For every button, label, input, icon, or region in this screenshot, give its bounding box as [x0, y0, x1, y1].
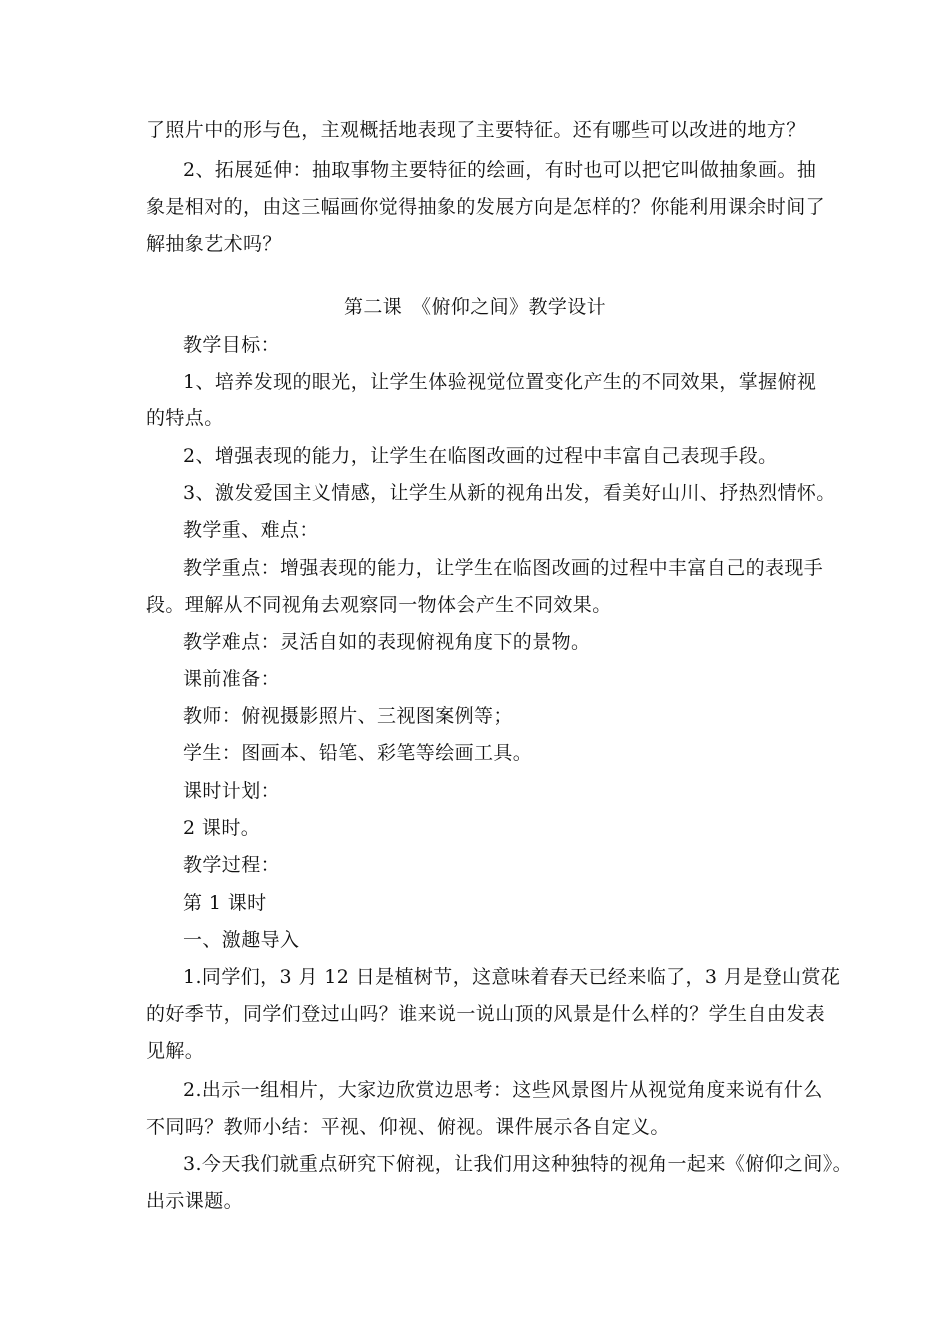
paragraph-line: 1.同学们，3 月 12 日是植树节，这意味着春天已经来临了，3 月是登山赏花: [183, 966, 841, 988]
paragraph-line: 不同吗？教师小结：平视、仰视、俯视。课件展示各自定义。: [146, 1116, 670, 1138]
paragraph-line: 1、培养发现的眼光，让学生体验视觉位置变化产生的不同效果，掌握俯视: [183, 371, 817, 393]
paragraph-line: 教师：俯视摄影照片、三视图案例等；: [183, 705, 513, 727]
paragraph-line: 象是相对的，由这三幅画你觉得抽象的发展方向是怎样的？你能利用课余时间了: [146, 196, 826, 218]
paragraph-line: 了照片中的形与色，主观概括地表现了主要特征。还有哪些可以改进的地方？: [146, 119, 806, 141]
paragraph-line: 教学难点：灵活自如的表现俯视角度下的景物。: [183, 631, 591, 653]
section-heading: 教学重、难点：: [183, 519, 319, 541]
paragraph-line: 3.今天我们就重点研究下俯视，让我们用这种独特的视角一起来《俯仰之间》。: [183, 1153, 853, 1175]
paragraph-line: 学生：图画本、铅笔、彩笔等绘画工具。: [183, 742, 533, 764]
paragraph-line: 见解。: [146, 1040, 205, 1062]
paragraph-line: 的好季节，同学们登过山吗？谁来说一说山顶的风景是什么样的？学生自由发表: [146, 1003, 826, 1025]
paragraph-line: 出示课题。: [146, 1190, 244, 1212]
paragraph-line: 2、拓展延伸：抽取事物主要特征的绘画，有时也可以把它叫做抽象画。抽: [183, 159, 817, 181]
paragraph-line: 解抽象艺术吗？: [146, 233, 282, 255]
section-heading: 课前准备：: [183, 668, 281, 690]
section-title: 第二课 《俯仰之间》教学设计: [343, 296, 607, 318]
paragraph-line: 的特点。: [146, 407, 224, 429]
paragraph-line: 2 课时。: [183, 817, 261, 839]
paragraph-line: 3、激发爱国主义情感，让学生从新的视角出发，看美好山川、抒热烈情怀。: [183, 482, 836, 504]
section-heading: 课时计划：: [183, 780, 281, 802]
paragraph-line: 段。理解从不同视角去观察同一物体会产生不同效果。: [146, 594, 612, 616]
paragraph-line: 第 1 课时: [183, 892, 267, 914]
section-heading: 教学过程：: [183, 854, 281, 876]
section-heading: 一、激趣导入: [183, 929, 300, 951]
paragraph-line: 2、增强表现的能力，让学生在临图改画的过程中丰富自己表现手段。: [183, 445, 778, 467]
section-heading: 教学目标：: [183, 334, 281, 356]
paragraph-line: 教学重点：增强表现的能力，让学生在临图改画的过程中丰富自己的表现手: [183, 557, 824, 579]
paragraph-line: 2.出示一组相片，大家边欣赏边思考：这些风景图片从视觉角度来说有什么: [183, 1079, 823, 1101]
